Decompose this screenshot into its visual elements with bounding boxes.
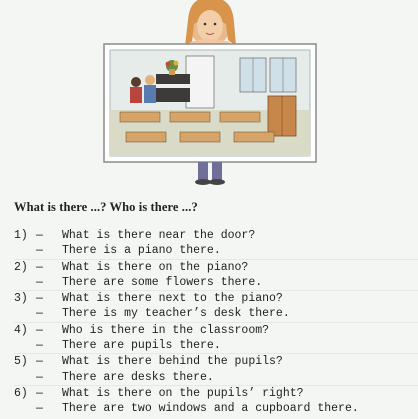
answer-text: There are two windows and a cupboard there. — [62, 402, 359, 416]
question-text: What is there behind the pupils? — [62, 355, 283, 369]
dash: — — [36, 244, 43, 258]
answer-line — [14, 401, 418, 416]
item-number: 6) — [14, 386, 28, 400]
qa-item-5 — [14, 353, 418, 385]
classroom-illustration — [90, 0, 330, 188]
item-number: 2) — [14, 260, 28, 274]
question-text: Who is there in the classroom? — [62, 323, 270, 337]
question-text: What is there near the door? — [62, 229, 256, 242]
dash: — — [36, 307, 43, 321]
item-number: 5) — [14, 355, 28, 369]
dash: — — [36, 339, 43, 353]
qa-item-2 — [14, 259, 418, 291]
dash: — — [36, 229, 43, 242]
section-heading: What is there ...? Who is there ...? — [14, 200, 198, 214]
girl-holding-picture-image — [90, 0, 330, 188]
dash: — — [36, 386, 43, 400]
answer-text: There are pupils there. — [62, 339, 221, 353]
dash: — — [36, 323, 43, 337]
question-line — [14, 260, 418, 275]
qa-item-6 — [14, 385, 418, 417]
qa-item-3 — [14, 290, 418, 322]
qa-list — [14, 228, 418, 417]
question-line — [14, 228, 418, 243]
answer-line — [14, 338, 418, 353]
answer-text: There are desks there. — [62, 370, 214, 384]
question-text: What is there on the pupils’ right? — [62, 386, 304, 400]
question-line — [14, 291, 418, 306]
answer-line — [14, 243, 418, 258]
answer-line — [14, 275, 418, 290]
question-line — [14, 354, 418, 369]
dash: — — [36, 355, 43, 369]
dash: — — [36, 402, 43, 416]
item-number: 1) — [14, 229, 28, 242]
question-text: What is there next to the piano? — [62, 292, 283, 306]
item-number: 4) — [14, 323, 28, 337]
answer-text: There is a piano there. — [62, 244, 221, 258]
dash: — — [36, 370, 43, 384]
dash: — — [36, 260, 43, 274]
question-text: What is there on the piano? — [62, 260, 249, 274]
answer-line — [14, 306, 418, 321]
answer-text: There is my teacher’s desk there. — [62, 307, 290, 321]
answer-text: There are some flowers there. — [62, 275, 263, 289]
question-line — [14, 323, 418, 338]
answer-line — [14, 370, 418, 385]
qa-item-4 — [14, 322, 418, 354]
dash: — — [36, 275, 43, 289]
qa-item-1 — [14, 228, 418, 259]
item-number: 3) — [14, 292, 28, 306]
question-line — [14, 386, 418, 401]
dash: — — [36, 292, 43, 306]
